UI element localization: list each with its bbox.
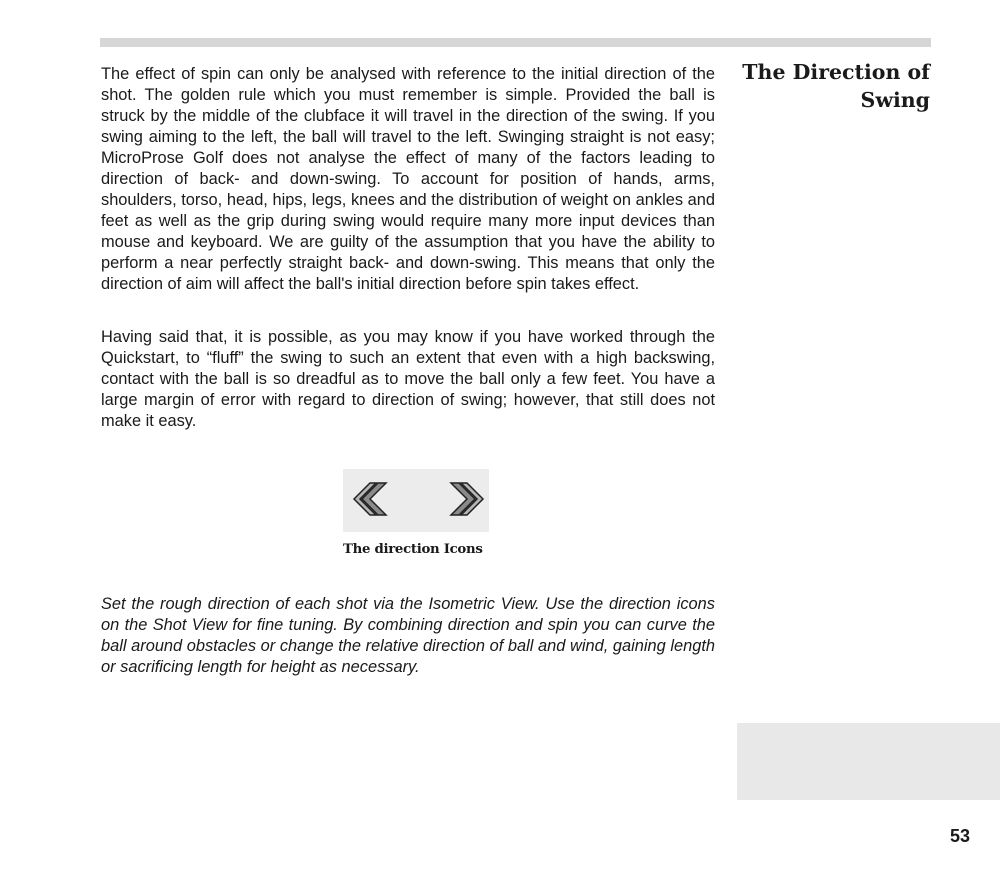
direction-icons-figure <box>343 469 489 532</box>
section-heading-line2: Swing <box>860 88 930 112</box>
body-paragraph-1: The effect of spin can only be analysed with reference to the initial direction of the shot. The golden rule which you must remember is simple. Provided the ball is struck by the middle of the clubface it will travel in the direction of the swing. If you swing aiming to the left, the ball will travel to the left. Swinging straight is not easy; MicroProse Golf does not analyse the effect of many of the factors leading to direction of back- and down-swing. To account for position of hands, arms, shoulders, torso, head, hips, legs, knees and the distribution of weight on ankles and feet as well as the grip during swing would require many more input devices than mouse and keyboard. We are guilty of the assumption that you have the ability to perform a near perfectly straight back- and down-swing. This means that only the direction of aim will affect the ball's initial direction before spin takes effect. <box>101 65 715 293</box>
top-rule <box>100 38 931 47</box>
section-heading-line1: The Direction of <box>742 60 930 84</box>
tip-paragraph: Set the rough direction of each shot via the Isometric View. Use the direction icons on the Shot View for fine tuning. By combining direction and spin you can curve the ball around obstacles or change the relative direction of ball and wind, gaining length or sacrificing length for height as necessary. <box>101 595 715 676</box>
page-number: 53 <box>949 826 970 846</box>
margin-shading <box>737 723 1000 800</box>
direction-right-icon <box>447 479 487 519</box>
figure-caption: The direction Icons <box>343 542 483 557</box>
direction-left-icon <box>350 479 390 519</box>
body-paragraph-2: Having said that, it is possible, as you may know if you have worked through the Quickstart, to “fluff” the swing to such an extent that even with a high backswing, contact with the ball is so dreadful as to move the ball only a few feet. You have a large margin of error with regard to direction of swing; however, that still does not make it easy. <box>101 328 715 430</box>
